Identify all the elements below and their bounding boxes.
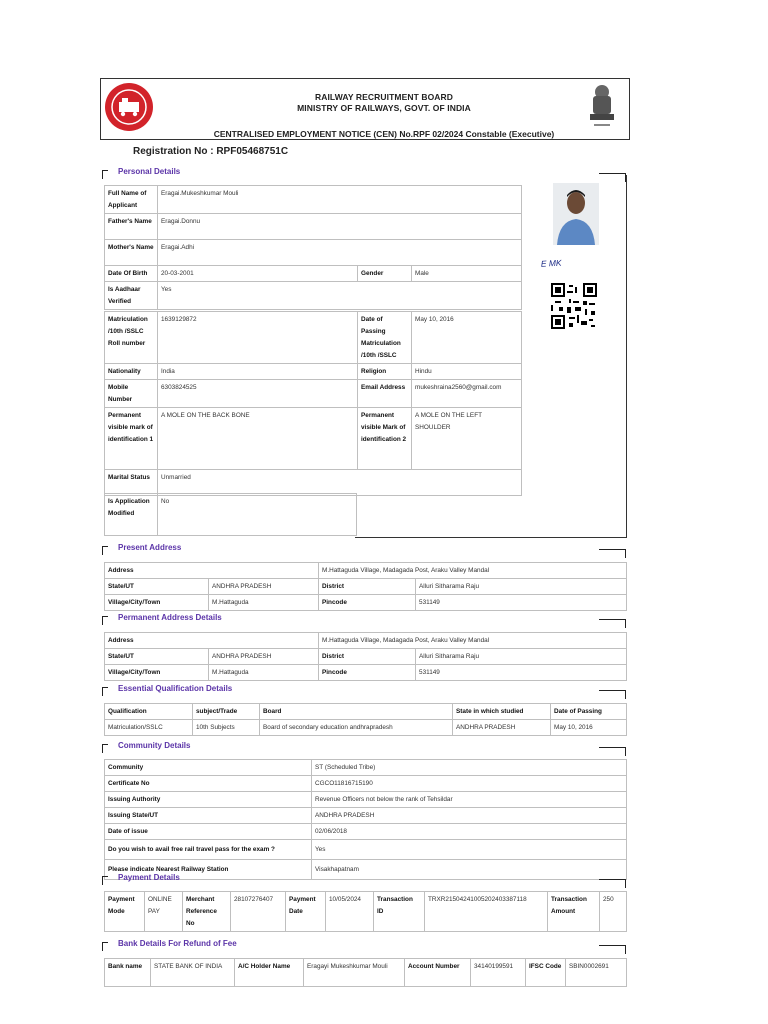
- issue-date-value: 02/06/2018: [312, 824, 627, 840]
- certificate-label: Certificate No: [105, 776, 312, 792]
- present-address-title: Present Address: [118, 543, 182, 552]
- personal-table-3: [104, 493, 357, 536]
- present-state-label: State/UT: [105, 579, 209, 595]
- marital-value: Unmarried: [158, 470, 522, 496]
- bank-table: [104, 958, 627, 987]
- bracket-left: [102, 546, 108, 555]
- community-label: Community: [105, 760, 312, 776]
- bracket-right: [599, 549, 626, 558]
- bracket-left: [102, 170, 108, 179]
- passing-date-header: Date of Passing: [551, 704, 627, 720]
- personal-table-2: [104, 311, 522, 496]
- passing-date-value: May 10, 2016: [551, 720, 627, 736]
- present-address-value: M.Hattaguda Village, Madagada Post, Araku Valley Mandal: [319, 563, 627, 579]
- mark1-value: A MOLE ON THE BACK BONE: [158, 408, 358, 470]
- payment-mode-label: Payment Mode: [105, 892, 145, 932]
- mark2-value: A MOLE ON THE LEFT SHOULDER: [412, 408, 522, 470]
- gender-label: Gender: [358, 266, 412, 282]
- board-value: Board of secondary education andhrapradesh: [260, 720, 453, 736]
- qualification-table: [104, 703, 627, 736]
- board-header: Board: [260, 704, 453, 720]
- bracket-right: [599, 619, 626, 628]
- permanent-pincode-label: Pincode: [319, 665, 416, 681]
- payment-table: [104, 891, 627, 932]
- aadhaar-value: Yes: [158, 282, 522, 310]
- table-row: [105, 792, 627, 808]
- state-studied-header: State in which studied: [453, 704, 551, 720]
- certificate-value: CGCO11816715190: [312, 776, 627, 792]
- bracket-right: [599, 747, 626, 756]
- transaction-id-value: TRXR21504241005202403387118: [425, 892, 548, 932]
- permanent-village-value: M.Hattaguda: [209, 665, 319, 681]
- transaction-amount-label: Transaction Amount: [548, 892, 600, 932]
- matric-date-value: May 10, 2016: [412, 312, 522, 364]
- community-title: Community Details: [118, 741, 191, 750]
- payment-date-value: 10/05/2024: [326, 892, 374, 932]
- mobile-value: 6303824525: [158, 380, 358, 408]
- full-name-label: Full Name of Applicant: [105, 186, 158, 214]
- table-row: [105, 776, 627, 792]
- personal-frame-bottom: [355, 537, 627, 538]
- transaction-amount-value: 250: [600, 892, 627, 932]
- nationality-value: India: [158, 364, 358, 380]
- permanent-pincode-value: 531149: [416, 665, 627, 681]
- rail-pass-label: Do you wish to avail free rail travel pass for the exam ?: [105, 840, 312, 860]
- bracket-left: [102, 942, 108, 951]
- present-village-value: M.Hattaguda: [209, 595, 319, 611]
- mark1-label: Permanent visible mark of identification 1: [105, 408, 158, 470]
- modified-label: Is Application Modified: [105, 494, 158, 536]
- bracket-right: [599, 690, 626, 699]
- permanent-village-label: Village/City/Town: [105, 665, 209, 681]
- transaction-id-label: Transaction ID: [374, 892, 425, 932]
- ifsc-value: SBIN0002691: [566, 959, 627, 987]
- national-emblem-icon: [584, 82, 620, 132]
- mother-label: Mother's Name: [105, 240, 158, 266]
- permanent-state-label: State/UT: [105, 649, 209, 665]
- present-pincode-label: Pincode: [319, 595, 416, 611]
- dob-label: Date Of Birth: [105, 266, 158, 282]
- applicant-signature: E MK: [540, 257, 562, 269]
- employment-notice: CENTRALISED EMPLOYMENT NOTICE (CEN) No.RPF 02/2024 Constable (Executive): [213, 129, 555, 139]
- bank-name-label: Bank name: [105, 959, 151, 987]
- present-address-table: [104, 562, 627, 611]
- personal-table-1: [104, 185, 522, 310]
- payment-date-label: Payment Date: [286, 892, 326, 932]
- ifsc-label: IFSC Code: [526, 959, 566, 987]
- merchant-ref-label: Merchant Reference No: [183, 892, 231, 932]
- modified-value: No: [158, 494, 357, 536]
- bracket-right: [599, 945, 626, 954]
- community-table: [104, 759, 627, 880]
- bracket-right: [599, 173, 626, 182]
- present-state-value: ANDHRA PRADESH: [209, 579, 319, 595]
- table-row: [105, 760, 627, 776]
- payment-title: Payment Details: [118, 873, 180, 882]
- registration-number: Registration No : RPF05468751C: [133, 146, 289, 157]
- bracket-left: [102, 616, 108, 625]
- present-district-label: District: [319, 579, 416, 595]
- account-number-label: Account Number: [405, 959, 471, 987]
- permanent-district-label: District: [319, 649, 416, 665]
- email-label: Email Address: [358, 380, 412, 408]
- mother-value: Eragai.Adhi: [158, 240, 522, 266]
- mobile-label: Mobile Number: [105, 380, 158, 408]
- permanent-address-value: M.Hattaguda Village, Madagada Post, Araku Valley Mandal: [319, 633, 627, 649]
- issue-date-label: Date of issue: [105, 824, 312, 840]
- permanent-district-value: Alluri Sitharama Raju: [416, 649, 627, 665]
- present-pincode-value: 531149: [416, 595, 627, 611]
- ministry-title: MINISTRY OF RAILWAYS, GOVT. OF INDIA: [297, 103, 471, 113]
- dob-value: 20-03-2001: [158, 266, 358, 282]
- subject-value: 10th Subjects: [193, 720, 260, 736]
- payment-mode-value: ONLINE PAY: [145, 892, 183, 932]
- holder-name-value: Eragayi Mukeshkumar Mouli: [304, 959, 405, 987]
- community-value: ST (Scheduled Tribe): [312, 760, 627, 776]
- qr-code-icon: [551, 283, 597, 329]
- rail-pass-value: Yes: [312, 840, 627, 860]
- matric-value: 1639129872: [158, 312, 358, 364]
- bracket-left: [102, 687, 108, 696]
- board-title: RAILWAY RECRUITMENT BOARD: [314, 92, 454, 102]
- merchant-ref-value: 28107276407: [231, 892, 286, 932]
- mark2-label: Permanent visible Mark of identification 2: [358, 408, 412, 470]
- applicant-photo: [553, 183, 599, 245]
- bank-title: Bank Details For Refund of Fee: [118, 939, 237, 948]
- station-value: Visakhapatnam: [312, 860, 627, 880]
- permanent-address-table: [104, 632, 627, 681]
- bracket-right: [599, 879, 626, 888]
- bank-name-value: STATE BANK OF INDIA: [151, 959, 235, 987]
- religion-value: Hindu: [412, 364, 522, 380]
- father-label: Father's Name: [105, 214, 158, 240]
- matric-date-label: Date of Passing Matriculation /10th /SSLC: [358, 312, 412, 364]
- permanent-state-value: ANDHRA PRADESH: [209, 649, 319, 665]
- issuing-state-value: ANDHRA PRADESH: [312, 808, 627, 824]
- authority-value: Revenue Officers not below the rank of Tehsildar: [312, 792, 627, 808]
- table-row: [105, 860, 627, 880]
- table-row: [105, 824, 627, 840]
- personal-frame-right: [626, 175, 627, 538]
- father-value: Eragai.Donnu: [158, 214, 522, 240]
- table-row: [105, 808, 627, 824]
- permanent-address-label: Address: [105, 633, 319, 649]
- present-village-label: Village/City/Town: [105, 595, 209, 611]
- full-name-value: Eragai.Mukeshkumar Mouli: [158, 186, 522, 214]
- permanent-address-title: Permanent Address Details: [118, 613, 222, 622]
- authority-label: Issuing Authority: [105, 792, 312, 808]
- aadhaar-label: Is Aadhaar Verified: [105, 282, 158, 310]
- nationality-label: Nationality: [105, 364, 158, 380]
- issuing-state-label: Issuing State/UT: [105, 808, 312, 824]
- personal-details-title: Personal Details: [118, 167, 181, 176]
- gender-value: Male: [412, 266, 522, 282]
- holder-name-label: A/C Holder Name: [235, 959, 304, 987]
- bracket-left: [102, 876, 108, 885]
- present-address-label: Address: [105, 563, 319, 579]
- subject-header: subject/Trade: [193, 704, 260, 720]
- qualification-value: Matriculation/SSLC: [105, 720, 193, 736]
- table-row: [105, 720, 627, 736]
- marital-label: Marital Status: [105, 470, 158, 496]
- email-value: mukeshraina2560@gmail.com: [412, 380, 522, 408]
- bracket-left: [102, 744, 108, 753]
- state-studied-value: ANDHRA PRADESH: [453, 720, 551, 736]
- table-row: [105, 840, 627, 860]
- present-district-value: Alluri Sitharama Raju: [416, 579, 627, 595]
- station-label: Please indicate Nearest Railway Station: [105, 860, 312, 880]
- matric-label: Matriculation /10th /SSLC Roll number: [105, 312, 158, 364]
- qualification-title: Essential Qualification Details: [118, 684, 233, 693]
- religion-label: Religion: [358, 364, 412, 380]
- account-number-value: 34140199591: [471, 959, 526, 987]
- qualification-header: Qualification: [105, 704, 193, 720]
